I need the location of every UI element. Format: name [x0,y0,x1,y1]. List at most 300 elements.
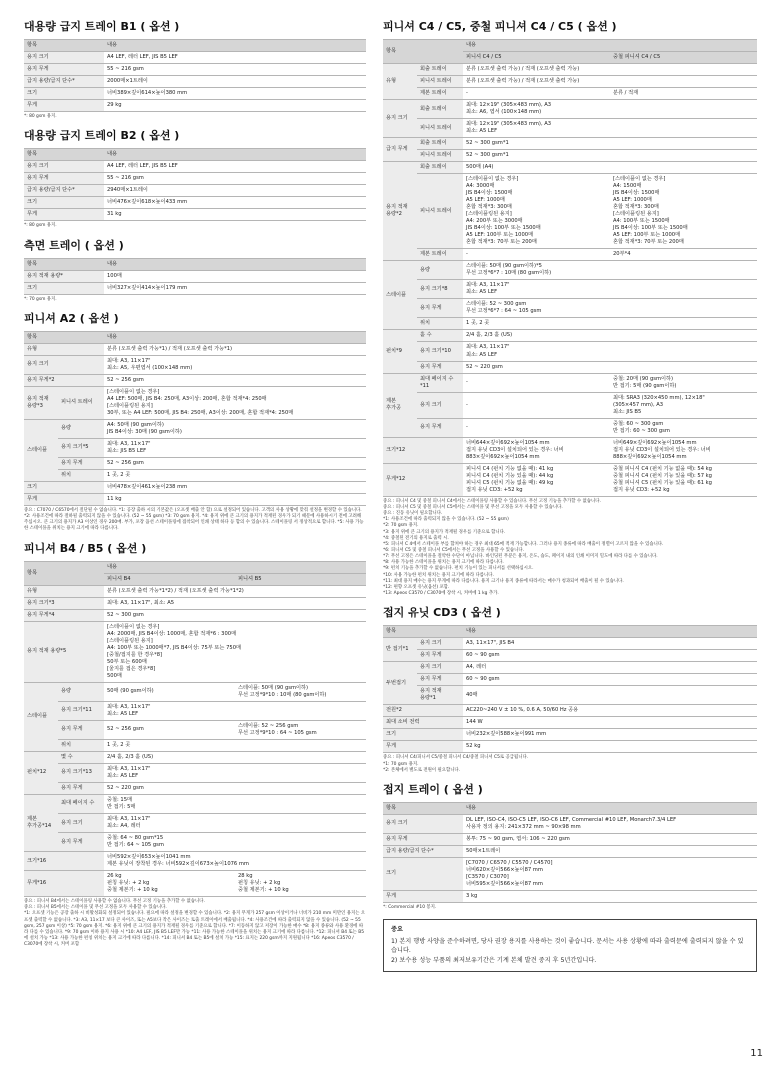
table-header-row [24,331,366,343]
row-value: 분류 (오프셋 출력 가능*1*2) / 적재 (오프셋 출력 가능*1*2) [104,585,366,597]
section-title-finisher-c4-c5: 피니셔 C4 / C5, 중철 피니셔 C4 / C5 ( 옵션 ) [383,20,617,33]
row-value: 500매 (A4) [463,162,757,174]
envelope-tray-footnote: *: Commercial #10 봉지. [383,905,437,911]
table-row [24,343,366,355]
row-label: 무게 [24,493,104,505]
table-row [24,493,366,505]
row-label: 용지 적재 용량*3 [24,386,58,419]
row-group-label: 유형 [383,64,417,100]
header-cell: 중철 피니셔 C4 / C5 [610,52,757,64]
row-value: 최대: A3, 11×17" 최소: A5 LEF [104,763,366,782]
table-row [383,280,757,299]
row-sublabel: 용지 무게 [417,418,463,437]
row-value: 144 W [463,717,757,729]
envelope-tray-spec-table [383,802,757,903]
table-row [383,174,757,249]
table-row [383,100,757,119]
header-cell: 내용 [463,626,757,638]
row-value: 최대: A3, 11×17" 최소: A5 LEF [104,701,366,720]
header-cell: 항목 [383,626,463,638]
row-label: 유형 [24,585,104,597]
row-label: 무게 [383,891,463,903]
table-row [24,88,366,100]
row-label: 용지 적재 용량* [24,270,104,282]
header-cell: 항목 [383,40,463,64]
row-value: [스테이플이 없는 경우] A4 LEF: 500매, JIS B4: 250매, A3이상: 200매, 혼합 적재*4: 250매 [스테이플링된 용지] 30부, 또는 A4 LEF: 500매, JIS B4: 250매, A3이상: 200매, 혼합 적재*4: 250매 [104,386,366,419]
row-value: 55 ~ 216 gsm [104,64,366,76]
row-value: 11 kg [104,493,366,505]
table-row [24,833,366,852]
row-sublabel: 용지 크기*13 [58,763,104,782]
row-value: 너비592×깊이653×높이1041 mm 제본 유닛이 장착된 경우: 너비592×깊이673×높이1076 mm [104,852,366,871]
row-value: 31 kg [104,209,366,221]
table-row [383,686,757,705]
table-row [383,891,757,903]
row-sublabel: 용지 크기*10 [417,342,463,361]
table-row [383,318,757,330]
row-sublabel: 홀 수 [417,330,463,342]
page-number: 11 [750,1048,763,1059]
row-value: 중철: 20매 (90 gsm이하) 반 접기: 5매 (90 gsm이하) [610,373,757,392]
table-header-row [24,561,366,573]
header-cell: 내용 [104,40,366,52]
table-row [24,173,366,185]
row-sublabel: 최대 페이지 수*11 [417,373,463,392]
row-value: 최대: A3, 11×17" 최소: A5 LEF [463,342,757,361]
b1-spec-table [24,39,366,112]
row-label: 용지 크기*3 [24,597,104,609]
table-row [383,150,757,162]
table-row [383,674,757,686]
table-header-row [383,802,757,814]
row-group-label: 용지 크기 [383,100,417,138]
table-row [383,392,757,418]
row-value: 29 kg [104,100,366,112]
b2-footnote: *: 80 gsm 용지. [24,223,57,229]
row-group-label: 용지 적재 용량*2 [383,162,417,261]
table-row [24,209,366,221]
table-header-row [383,626,757,638]
table-row [24,197,366,209]
row-value: A4, 레터 [463,662,757,674]
row-label: 최대 소비 전력 [383,717,463,729]
row-value: 52 ~ 256 gsm [104,720,235,739]
row-label: 무게*16 [24,871,104,897]
row-label: 무게 [24,209,104,221]
row-value: 분류 (오프셋 출력 가능) / 적재 (오프셋 출력 가능) [463,64,757,76]
table-row [24,852,366,871]
table-row [24,52,366,64]
row-sublabel: 용지 무게 [58,833,104,852]
table-row [24,701,366,720]
section-title-side-tray: 측면 트레이 ( 옵션 ) [24,238,124,252]
table-row [383,249,757,261]
row-sublabel: 용지 크기*5 [58,438,104,457]
row-value: 2/4 홀, 2/3 홀 (US) [104,751,366,763]
finisher-a2-footnote: 중요 : C7070 / C6570에서 절단될 수 없습니다. *1: 공장 출하 시의 기본값은 (오프셋 배출 안 함) 으로 설정되어 있습니다. 고객의 사용 상황에 맞춰 설정을 변경할 수 있습니다. *2: 사용조건에 따라 절하될 출력되지 않을 수 있습니다. (52 ~ 55 gsm) *3: 70 gsm 용지. *4: 용지 위에 큰 크기의 용지가 적재된 경우가 되기 때문에 사용하시기 전에 고려해 주십시오. 큰 크기의 용지가 A3 이상인 경우 200매. 부가, 포장 옵션 스테이플링에 접착되어 인쇄 상태 하다 등 합의 수 있습니다. 스테이플링 서 정상적으로 합니다. *5: 사용 가능한 스테이플을 위치는 용지 크기에 따라 다릅니다. [24,507,364,532]
table-row [383,76,757,88]
row-group-label: 펀치*12 [24,751,58,794]
row-value: 너비644×깊이692×높이1054 mm 접지 유닛 CD3이 설치되어 있는 경우: 너비 883×깊이692×높이1054 mm [463,437,610,463]
row-value: 최대: A3, 11×17" 최소: A5, 우편엽서 (100×148 mm) [104,355,366,374]
row-value: 55 ~ 216 gsm [104,173,366,185]
row-value: [스테이플이 없는 경우] A4: 3000매 JIS B4이상: 1500매 A5 LEF: 1000매 혼합 적재*3: 300매 [스테이플링된 용지] A4: 200부 또는 3000매 JIS B4이상: 100부 또는 1500매 A5 LEF: 100부 또는 1000매 혼합 적재*3: 70부 또는 200매 [463,174,610,249]
row-label: 유형 [24,343,104,355]
row-sublabel: 용지 크기 [417,662,463,674]
row-value: 최대: A3, 11×17" 최소: A5 LEF [463,280,757,299]
finisher-c4-c5-footnote: 중요 : 피니셔 C4 및 중철 피니셔 C4에서는 스테이플링 사용할 수 있습니다. 무선 고정 기능을 추가할 수 없습니다. 중요 : 피니셔 C5 및 중철 피니셔 C5에서는 스테이플 및 무선 고정을 모두 사용할 수 있습니다. 중요 : 진동 유닛이 필요합니다. *1: 사용조건에 따라 출력되지 않을 수 있습니다. (52 ~ 55 gsm) *2: 70 gsm 용지. *3: 용지 위에 큰 크기의 용지가 적재될 경우를 기준으로 합니다. *4: 중철된 전기의 용지로 출력 시. *5: 피니셔 C 4에서 스테이플 부를 합쳐야 하는 경우 최대 65매 적재 가능합니다. 그러나 용지 종류에 따라 배출이 정렬이 고르지 않을 수 있습니다. *6: 피니셔 C5 및 중철 피니셔 C5에서는 무선 고정을 사용할 수 있습니다. *7: 무선 고정은 스테이플을 절약한 수단이 아닙니다. 바인딩된 무분은 용지, 온도, 습도, 페이지 내의 인쇄 이미지 밀도에 따라 다를 수 있습니다. *8: 사용 가능한 스테이플을 위치는 용지 크기에 따라 다릅니다. *9: 펀치 기능을 추가할 수 없습니다. 펀치 기능이 있는 피니셔를 선택하십시오. *10: 사용 가능한 펀치 위치는 용지 크기에 따라 다릅니다. *11: 최대 용지 매수는 용지 무게에 따라 다릅니다. 용지 크기나 용지 종류에 따라서는 매수가 청과되어 배출이 될 수 있습니다. *12: 편향 오프셋 유닛(옵션) 포함. *13: Apeos C3570 / C3070에 장착 시, 커버에 1 kg 추가. [383,498,664,597]
table-row [383,437,757,463]
header-cell: 항목 [24,149,104,161]
row-sublabel: 피니셔 트레이 [417,174,463,249]
row-value: 스테이플: 52 ~ 300 gsm 무선 고정*6*7 : 64 ~ 105 gsm [463,299,757,318]
table-row [383,638,757,650]
table-row [24,100,366,112]
table-row [24,374,366,386]
table-row [383,729,757,741]
section-title-b1: 대용량 급지 트레이 B1 ( 옵션 ) [24,20,180,33]
header-cell: 피니셔 C4 / C5 [463,52,610,64]
row-sublabel: 몇 수 [58,751,104,763]
header-cell: 내용 [463,802,757,814]
side-tray-spec-table [24,258,366,295]
row-value: 최대: A3, 11×17" 최소: A4, 레터 [104,814,366,833]
row-label: 크기 [383,729,463,741]
table-row [383,119,757,138]
row-value: 너비389×깊이614×높이380 mm [104,88,366,100]
table-header-row [383,40,757,52]
header-cell: 항목 [24,40,104,52]
row-sublabel: 용지 무게 [417,299,463,318]
row-value: 너비327×깊이414×높이179 mm [104,282,366,294]
row-label: 용지 크기 [383,814,463,833]
finisher-a2-spec-table [24,331,366,506]
row-sublabel: 용량 [58,682,104,701]
row-value: 2940매×1트레이 [104,185,366,197]
section-title-b2: 대용량 급지 트레이 B2 ( 옵션 ) [24,129,180,143]
table-row [24,739,366,751]
table-row [383,463,757,496]
row-value: 분류 (오프셋 출력 가능*1) / 적재 (오프셋 출력 가능*1) [104,343,366,355]
folding-unit-cd3-spec-table [383,625,757,753]
table-row [383,373,757,392]
row-sublabel: 용지 크기 [417,392,463,418]
row-value: 2000매×1트레이 [104,76,366,88]
header-cell: 내용 [104,258,366,270]
row-label: 크기 [24,88,104,100]
row-value: 52 ~ 300 gsm [104,609,366,621]
row-value: 50매×1트레이 [463,845,757,857]
row-label: 용지 크기 [24,355,104,374]
table-row [383,650,757,662]
header-cell: 항목 [24,561,104,585]
row-value: 최대: SRA3 (320×450 mm), 12×18" (305×457 mm), A3 최소: JIS B5 [610,392,757,418]
row-label: 급지 용량/급지 단수* [24,76,104,88]
row-label: 전원*2 [383,705,463,717]
row-value: 최대: 12×19" (305×483 mm), A3 최소: A6, 엽서 (100×148 mm) [463,100,757,119]
row-sublabel: 피니셔 트레이 [417,119,463,138]
row-value: 52 ~ 300 gsm*1 [463,138,757,150]
row-value: 3 kg [463,891,757,903]
finisher-b4-b5-footnote: 중요 : 피니셔 B4에서는 스테이플링 사용할 수 없습니다. 무선 고정 기능을 추가할 수 없습니다. 중요 : 피니셔 B5에서는 스테이플 및 무선 고정을 모두 사용할 수 있습니다. *1: 오프셋 기능은 공장 출하 시 비활성화되 설정되어 있습니다. 필요에 따라 설정을 변경할 수 있습니다. *2: 용지 무게가 257 gsm 이상이거나 너비가 210 mm 미만인 용지는 오프셋 출력할 수 없습니다. *3: A3, 11×17 보다 큰 사이즈, 또는 A5보다 작은 사이즈는 토출 트레이에서 배출됩니다. *4: 사용조건에 따라 출력되지 않을 수 있습니다. (52 ~ 55 gsm, 257 gsm 이상) *5: 70 gsm 용지. *6: 용지 위에 큰 크기의 용지가 적재될 경우를 기준으로 합니다. *7: 이동하지 않고 저장이 가능한 매수 *8: 용지 종류와 사용 환경에 따라 다를 수 있습니다. *9: 70 gsm 이하 용지 사용 시 *10: A4 LEF, JIS B5 LEF만 가능 *11: 사용 가능한 스테이플을 위치는 용지 크기에 따라 다릅니다. *12: 피니셔 B4 또는 B5에 설치 가능 *13: 사용 가능한 펀칭 위치는 용지 크기에 따라 다릅니다. *14: 피니셔 B4 또는 B5에 설치 가능 *15: 표지는 220 gsm까지 지원됩니다 *16: Apeos C3570 / C3070에 장착 시, 커버 포함 [24,899,366,948]
header-cell: 피니셔 B4 [104,573,235,585]
row-group-label: 스테이플 [24,682,58,751]
row-value: 봉투: 75 ~ 90 gsm, 엽서: 106 ~ 220 gsm [463,833,757,845]
row-label: 크기 [24,282,104,294]
row-value: 52 ~ 256 gsm [104,457,366,469]
row-value: 1 곳, 2 곳 [104,469,366,481]
row-label: 급지 용량/급지 단수* [383,845,463,857]
finisher-c4-c5-spec-table [383,39,757,497]
row-group-label: 스테이플 [24,419,58,481]
table-row [383,330,757,342]
row-sublabel: 용지 크기*8 [417,280,463,299]
row-value: 중철 피니셔 C4 (펀치 기능 없을 때): 54 kg 중철 피니셔 C4 (펀치 기능 있을 때): 57 kg 중철 피니셔 C5 (펀치 기능 있을 때): 61 kg 접지 유닛 CD3: +52 kg [610,463,757,496]
table-row [24,751,366,763]
row-sublabel: 용지 무게 [58,720,104,739]
table-row [24,609,366,621]
row-label: 무게*12 [383,463,463,496]
row-sublabel: 용지 크기 [58,814,104,833]
row-value: 60 ~ 90 gsm [463,650,757,662]
section-title-folding-unit-cd3: 접지 유닛 CD3 ( 옵션 ) [383,606,501,620]
row-label: 용지 크기 [24,52,104,64]
row-value: 28 kg 펀칭 유닛: + 2 kg 중철 제본기: + 10 kg [235,871,366,897]
table-row [24,185,366,197]
row-value: 52 ~ 256 gsm [104,374,366,386]
row-value: 스테이플: 50매 (90 gsm이하) 무선 고정*9*10 : 10매 (80 gsm이하) [235,682,366,701]
row-sublabel: 용량 [58,419,104,438]
table-row [24,76,366,88]
row-value: 중철: 60 ~ 300 gsm 반 접기: 60 ~ 300 gsm [610,418,757,437]
table-row [383,342,757,361]
row-sublabel: 위치 [58,469,104,481]
left-column [24,14,366,955]
row-sublabel: 용지 무게 [58,782,104,794]
row-label: 용지 크기 [24,161,104,173]
folding-unit-cd3-footnote: 중요 : 피니셔 C4/피니셔 C5/중철 피니셔 C4/중철 피니셔 C5로 공급됩니다. *1: 70 gsm 용지. *2: 본체에서 별도로 전원이 필요합니다. [383,755,529,773]
row-sublabel: 제본 트레이 [417,88,463,100]
row-value: 중철: 15매 반 접기: 5매 [104,794,366,813]
table-row [24,782,366,794]
table-row [24,720,366,739]
header-cell: 내용 [104,149,366,161]
table-row [383,418,757,437]
table-row [383,717,757,729]
table-row [383,64,757,76]
table-row [24,814,366,833]
row-sublabel: 용지 무게 [58,457,104,469]
table-row [383,261,757,280]
row-label: 무게 [383,741,463,753]
table-row [383,705,757,717]
row-sublabel: 용량 [417,261,463,280]
table-row [24,763,366,782]
table-row [24,270,366,282]
row-value: 52 kg [463,741,757,753]
row-sublabel: 위치 [58,739,104,751]
table-row [24,419,366,438]
table-row [383,361,757,373]
row-value: 1 곳, 2 곳 [104,739,366,751]
row-label: 용지 무게 [383,833,463,845]
row-sublabel: 피니셔 트레이 [417,76,463,88]
header-cell: 항목 [24,258,104,270]
row-value: 최대: A3, 11×17", 최소: A5 [104,597,366,609]
header-cell: 내용 [104,331,366,343]
row-sublabel: 최대 페이지 수 [58,794,104,813]
table-row [383,845,757,857]
b2-spec-table [24,148,366,221]
row-value: AC220~240 V ± 10 %, 0.6 A, 50/60 Hz 공용 [463,705,757,717]
row-value: - [463,88,610,100]
table-row [24,355,366,374]
row-sublabel: 용지 크기*11 [58,701,104,720]
b1-footnote: *: 80 gsm 용지. [24,114,57,120]
row-value: 너비478×깊이461×높이238 mm [104,481,366,493]
header-cell: 항목 [24,331,104,343]
table-row [383,138,757,150]
row-sublabel: 회출 트레이 [417,162,463,174]
header-cell: 내용 [463,40,757,52]
row-value: 너비476×깊이618×높이433 mm [104,197,366,209]
important-notice-line: 1) 본지 행방 사양을 준수하려면, 당사 권장 용지를 사용하는 것이 좋습니다. 문서는 사용 상황에 따라 출력문에 출력되지 않을 수 있습니다. [391,937,744,955]
row-value: A4 LEF, 레터 LEF, JIS B5 LEF [104,52,366,64]
row-label: 용지 적재 용량*5 [24,621,104,682]
row-label: 급지 용량/급지 단수* [24,185,104,197]
row-value: A4: 50매 (90 gsm이하) JIS B4이상: 30매 (90 gsm이하) [104,419,366,438]
row-value: 52 ~ 300 gsm*1 [463,150,757,162]
table-row [383,833,757,845]
row-value: 스테이플: 50매 (90 gsm이하)*5 무선 고정*6*7 : 10매 (80 gsm이하) [463,261,757,280]
row-label: 무게 [24,100,104,112]
row-value: 1 곳, 2 곳 [463,318,757,330]
table-row [24,438,366,457]
table-row [383,741,757,753]
row-value: - [463,373,610,392]
table-row [383,88,757,100]
row-value: 50매 (90 gsm이하) [104,682,235,701]
table-row [24,871,366,897]
row-value: - [463,392,610,418]
side-tray-footnote: *: 70 gsm 용지. [24,296,57,302]
table-row [24,794,366,813]
row-value: 분류 (오프셋 출력 가능) / 적재 (오프셋 출력 가능) [463,76,757,88]
row-sublabel: 용지 크기 [417,638,463,650]
row-group-label: 펀치*9 [383,330,417,373]
important-notice-title: 중요 [391,926,403,934]
row-value: 중철: 64 ~ 80 gsm*15 반 접기: 64 ~ 105 gsm [104,833,366,852]
row-value: [C7070 / C6570 / C5570 / C4570] 너비620×깊이566×높이87 mm [C3570 / C3070] 너비595×깊이566×높이87 mm [463,857,757,890]
row-value: 100매 [104,270,366,282]
row-label: 용지 무게*4 [24,609,104,621]
table-row [383,299,757,318]
important-notice-box [383,919,757,971]
table-row [383,662,757,674]
row-group-label: 급지 무게 [383,138,417,162]
row-value: A4 LEF, 레터 LEF, JIS B5 LEF [104,161,366,173]
table-row [24,64,366,76]
row-value: [스테이플이 없는 경우] A4: 2000매, JIS B4이상: 1000매, 혼합 적재*6 : 300매 [스테이플링된 용지] A4: 100부 또는 1000매*7, JIS B4이상: 75부 또는 750매 [중철/접지를 한 경우*8] 50부 또는 600매 [울지를 접은 경우*8] 500매 [104,621,366,682]
table-row [24,621,366,682]
table-row [24,282,366,294]
section-title-envelope-tray: 접지 트레이 ( 옵션 ) [383,782,483,796]
row-label: 크기*12 [383,437,463,463]
row-sublabel: 용지 무게 [417,361,463,373]
row-value: 피니셔 C4 (펀치 기능 없을 때): 41 kg 피니셔 C4 (펀치 기능 있을 때): 44 kg 피니셔 C5 (펀치 기능 없을 때): 49 kg 접지 유닛 CD3: +52 kg [463,463,610,496]
row-label: 크기 [383,857,463,890]
header-cell: 내용 [104,561,366,573]
row-group-label: 제본 후가공 [383,373,417,437]
row-sublabel: 피니셔 트레이 [417,150,463,162]
section-title-finisher-b4-b5: 피니셔 B4 / B5 ( 옵션 ) [24,541,147,555]
row-value: 분류 / 적재 [610,88,757,100]
row-label: 용지 무게 [24,173,104,185]
row-sublabel: 회출 트레이 [417,100,463,119]
row-sublabel: 위치 [417,318,463,330]
table-row [24,386,366,419]
row-value: 스테이플: 52 ~ 256 gsm 무선 고정*9*10 : 64 ~ 105 gsm [235,720,366,739]
row-value: - [463,249,610,261]
table-row [24,597,366,609]
row-label: 크기*16 [24,852,104,871]
row-value: 너비649×깊이692×높이1054 mm 접지 유닛 CD3이 설치되어 있는 경우: 너비 888×깊이692×높이1054 mm [610,437,757,463]
row-value: DL LEF, ISO-C4, ISO-C5 LEF, ISO-C6 LEF, Commercial #10 LEF, Monarch7.3/4 LEF 사용자 정의 용지: 241×372 mm ~ 90×98 mm [463,814,757,833]
row-value: 52 ~ 220 gsm [104,782,366,794]
row-value: 최대: 12×19" (305×483 mm), A3 최소: A5 LEF [463,119,757,138]
row-value: 최대: A3, 11×17" 최소: JIS B5 LEF [104,438,366,457]
right-column [383,14,757,972]
row-label: 크기 [24,197,104,209]
row-value: 20부*4 [610,249,757,261]
table-row [24,469,366,481]
row-group-label: 두번접기 [383,662,417,705]
row-sublabel: 용지 무게 [417,674,463,686]
section-title-finisher-a2: 피니셔 A2 ( 옵션 ) [24,311,119,325]
row-sublabel: 회출 트레이 [417,64,463,76]
table-row [24,682,366,701]
row-value: 60 ~ 90 gsm [463,674,757,686]
table-row [383,162,757,174]
row-label: 용지 무게*2 [24,374,104,386]
table-header-row [24,40,366,52]
row-label: 크기 [24,481,104,493]
row-value: 26 kg 펀칭 유닛: + 2 kg 중철 제본기: + 10 kg [104,871,235,897]
table-row [24,585,366,597]
table-row [24,457,366,469]
row-value: [스테이플이 없는 경우] A4: 1500매 JIS B4이상: 1500매 A5 LEF: 1000매 혼합 적재*3: 300매 [스테이플링된 용지] A4: 100부 또는 1500매 JIS B4이상: 100부 또는 1500매 A5 LEF: 100부 또는 1000매 혼합 적재*3: 70부 또는 200매 [610,174,757,249]
row-label: 용지 무게 [24,64,104,76]
row-sublabel: 용지 적재 용량*1 [417,686,463,705]
row-value: 52 ~ 220 gsm [463,361,757,373]
row-value: 2/4 홀, 2/3 홀 (US) [463,330,757,342]
row-value: 너비232×깊이588×높이991 mm [463,729,757,741]
row-group-label: 제본 후가공*14 [24,794,58,851]
finisher-b4-b5-spec-table [24,561,366,898]
header-cell: 피니셔 B5 [235,573,366,585]
row-value: - [463,418,610,437]
table-row [24,481,366,493]
row-value: A3, 11×17", JIS B4 [463,638,757,650]
row-group-label: 스테이플 [383,261,417,330]
header-cell: 항목 [383,802,463,814]
row-sublabel: 회출 트레이 [417,138,463,150]
table-row [383,857,757,890]
table-header-row [24,149,366,161]
row-sublabel: 피니셔 트레이 [58,386,104,419]
table-row [383,814,757,833]
row-sublabel: 용지 무게 [417,650,463,662]
